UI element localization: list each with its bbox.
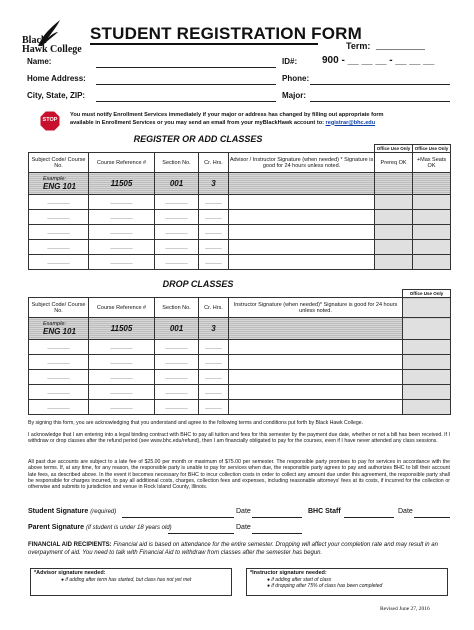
register-blank-cell[interactable]: ________ bbox=[29, 195, 89, 210]
drop-blank-cell[interactable]: ________ bbox=[155, 370, 199, 385]
drop-example-row bbox=[29, 318, 451, 340]
drop-blank-cell[interactable]: ________ bbox=[89, 385, 155, 400]
register-example-section: 001 bbox=[155, 173, 199, 195]
register-blank-cell[interactable]: ________ bbox=[155, 195, 199, 210]
terms-p1: By signing this form, you are acknowledging that you understand and agree to the following terms and conditions put forth by Black Hawk College. bbox=[28, 420, 364, 426]
home-address-field[interactable] bbox=[96, 84, 276, 85]
instructor-footnote-item2-text: if dropping after 75% of class has been completed bbox=[271, 583, 383, 589]
date1-label: Date bbox=[236, 508, 251, 515]
logo-line2: Hawk College bbox=[22, 44, 82, 55]
notice-text bbox=[70, 112, 450, 127]
drop-blank-cell[interactable]: ________ bbox=[29, 370, 89, 385]
register-office-cell bbox=[413, 225, 451, 240]
name-field[interactable] bbox=[96, 67, 276, 68]
notice-line1: You must notify Enrollment Services immediately if your major or address has changed by filling out appropriate form bbox=[70, 112, 384, 118]
term-label: Term: bbox=[346, 41, 371, 51]
drop-col-hours: Cr. Hrs. bbox=[199, 298, 229, 318]
date1-field[interactable] bbox=[252, 517, 302, 518]
drop-signature-cell[interactable] bbox=[229, 385, 403, 400]
table-row[interactable] bbox=[29, 355, 451, 370]
registrar-email-link[interactable]: registrar@bhc.edu bbox=[325, 119, 376, 126]
register-office-use-1: Office Use Only bbox=[375, 145, 413, 153]
register-blank-cell[interactable]: ________ bbox=[29, 210, 89, 225]
register-col-max: +Max Seats OK bbox=[413, 153, 451, 173]
register-example-label: Example: bbox=[43, 176, 66, 182]
drop-heading: DROP CLASSES bbox=[162, 279, 234, 289]
table-row[interactable] bbox=[29, 400, 451, 415]
register-blank-cell[interactable]: ________ bbox=[29, 255, 89, 270]
name-label: Name: bbox=[27, 57, 52, 66]
drop-signature-cell[interactable] bbox=[229, 370, 403, 385]
register-blank-cell[interactable]: ________ bbox=[89, 195, 155, 210]
drop-blank-cell[interactable]: ________ bbox=[29, 385, 89, 400]
drop-signature-cell[interactable] bbox=[229, 355, 403, 370]
date3-label: Date bbox=[236, 524, 251, 531]
drop-col-section: Section No. bbox=[155, 298, 199, 318]
phone-label: Phone: bbox=[282, 74, 310, 83]
drop-blank-cell[interactable]: ________ bbox=[89, 355, 155, 370]
register-table bbox=[28, 144, 450, 271]
register-blank-cell[interactable]: ________ bbox=[29, 240, 89, 255]
notice-line2: available in Enrollment Services or you may send an email from your myBlackHawk account to: bbox=[70, 119, 324, 126]
register-col-subject: Subject Code/ Course No. bbox=[29, 153, 89, 173]
register-blank-cell[interactable]: ________ bbox=[155, 240, 199, 255]
parent-signature-label bbox=[28, 524, 172, 531]
drop-office-cell bbox=[403, 340, 451, 355]
register-blank-cell[interactable]: ________ bbox=[89, 225, 155, 240]
drop-blank-cell[interactable]: ______ bbox=[199, 340, 229, 355]
register-col-reference: Course Reference # bbox=[89, 153, 155, 173]
college-logo bbox=[22, 22, 82, 55]
register-office-cell bbox=[413, 210, 451, 225]
register-blank-cell[interactable]: ________ bbox=[29, 225, 89, 240]
register-blank-cell[interactable]: ________ bbox=[89, 240, 155, 255]
register-blank-cell[interactable]: ______ bbox=[199, 240, 229, 255]
register-blank-cell[interactable]: ________ bbox=[155, 210, 199, 225]
home-address-label: Home Address: bbox=[27, 74, 86, 83]
drop-blank-cell[interactable]: ________ bbox=[89, 370, 155, 385]
register-office-cell bbox=[375, 195, 413, 210]
drop-example-ref: 11505 bbox=[89, 318, 155, 340]
register-example-hours: 3 bbox=[199, 173, 229, 195]
drop-office-use: Office Use Only bbox=[403, 290, 451, 298]
financial-aid-text: Financial aid is based on attendance for the entire semester. Dropping will affect your completion rate and may result in an overpayment of aid. You need to talk with Financial Aid to withdraw from classes after the semester has begun. bbox=[28, 542, 438, 556]
drop-col-subject: Subject Code/ Course No. bbox=[29, 298, 89, 318]
drop-office-cell bbox=[403, 385, 451, 400]
page-title: STUDENT REGISTRATION FORM bbox=[90, 24, 362, 43]
register-office-cell bbox=[375, 255, 413, 270]
table-row[interactable] bbox=[29, 225, 451, 240]
register-blank-cell[interactable]: ________ bbox=[155, 255, 199, 270]
drop-office-cell bbox=[403, 370, 451, 385]
parent-signature-field[interactable] bbox=[168, 533, 234, 534]
major-label: Major: bbox=[282, 91, 306, 100]
student-signature-label bbox=[28, 508, 116, 515]
terms-p3: All past due accounts are subject to a late fee of $25.00 per month or maximum of $75.00 per semester. The responsible party promises to pay for services in accordance with the above terms. If, at any time, for any reason, the responsible party is unable to pay for services when due, the responsible party agrees to pay and authorizes BHC to bill their account late fees, as described above. In the event it becomes necessary for BHC to incur collection costs in order to collect any amount due under this agreement, the responsible party shall be responsible for charges incurred, to pay all additional costs, charges, collection fees and expenses, including reasonable attorneys' fees at its costs, if incurred for the collection or otherwise and submits to jurisdiction and venue in Rock Island County, Illinois. bbox=[28, 459, 450, 491]
drop-example-hours: 3 bbox=[199, 318, 229, 340]
register-office-cell bbox=[413, 240, 451, 255]
table-row[interactable] bbox=[29, 385, 451, 400]
register-example-ref: 11505 bbox=[89, 173, 155, 195]
register-office-cell bbox=[375, 240, 413, 255]
drop-table bbox=[28, 289, 450, 415]
register-blank-cell[interactable]: ______ bbox=[199, 255, 229, 270]
table-row[interactable] bbox=[29, 195, 451, 210]
drop-office-cell bbox=[403, 400, 451, 415]
drop-col-signature: Instructor Signature (when needed)* Signature is good for 24 hours unless noted. bbox=[229, 298, 403, 318]
drop-blank-cell[interactable]: ________ bbox=[89, 400, 155, 415]
register-blank-cell[interactable]: ______ bbox=[199, 195, 229, 210]
bhc-staff-label: BHC Staff bbox=[308, 508, 341, 515]
register-heading: REGISTER OR ADD CLASSES bbox=[133, 134, 263, 144]
table-row[interactable] bbox=[29, 255, 451, 270]
id-label: ID#: bbox=[282, 57, 298, 66]
register-signature-cell[interactable] bbox=[229, 255, 375, 270]
register-blank-cell[interactable]: ______ bbox=[199, 225, 229, 240]
register-col-hours: Cr. Hrs. bbox=[199, 153, 229, 173]
register-signature-cell[interactable] bbox=[229, 225, 375, 240]
table-row[interactable] bbox=[29, 210, 451, 225]
drop-example-label: Example: bbox=[43, 321, 66, 327]
register-signature-cell[interactable] bbox=[229, 240, 375, 255]
advisor-footnote-box bbox=[30, 568, 232, 596]
register-blank-cell[interactable]: ________ bbox=[89, 255, 155, 270]
instructor-footnote-item2: ● if dropping after 75% of class has been completed bbox=[267, 583, 383, 589]
instructor-footnote-item1: ● if adding after start of class bbox=[267, 577, 332, 583]
instructor-footnote-item1-text: if adding after start of class bbox=[271, 577, 332, 583]
date2-field[interactable] bbox=[414, 517, 450, 518]
drop-blank-cell[interactable]: ______ bbox=[199, 385, 229, 400]
register-blank-cell[interactable]: ________ bbox=[89, 210, 155, 225]
drop-blank-cell[interactable]: ______ bbox=[199, 400, 229, 415]
drop-office-cell bbox=[403, 355, 451, 370]
instructor-footnote-box bbox=[246, 568, 448, 596]
instructor-footnote-title: *Instructor signature needed: bbox=[250, 570, 327, 576]
city-label: City, State, ZIP: bbox=[27, 91, 86, 100]
advisor-footnote-title: *Advisor signature needed: bbox=[34, 570, 106, 576]
drop-blank-cell[interactable]: ________ bbox=[155, 340, 199, 355]
register-example-course: ENG 101 bbox=[43, 182, 76, 191]
drop-blank-cell[interactable]: ________ bbox=[155, 385, 199, 400]
register-col-section: Section No. bbox=[155, 153, 199, 173]
financial-aid-label: FINANCIAL AID RECIPIENTS: bbox=[28, 542, 112, 548]
id-field[interactable]: 900 - __ __ __ - __ __ __ bbox=[322, 55, 435, 66]
term-field[interactable]: ___________ bbox=[376, 41, 425, 50]
table-row[interactable] bbox=[29, 240, 451, 255]
drop-blank-cell[interactable]: ________ bbox=[155, 400, 199, 415]
date3-field[interactable] bbox=[252, 533, 302, 534]
drop-signature-cell[interactable] bbox=[229, 340, 403, 355]
date2-label: Date bbox=[398, 508, 413, 515]
student-signature-text: Student Signature bbox=[28, 508, 89, 515]
drop-blank-cell[interactable]: ________ bbox=[29, 400, 89, 415]
student-signature-field[interactable] bbox=[122, 517, 234, 518]
register-office-cell bbox=[375, 210, 413, 225]
financial-aid-notice bbox=[28, 541, 450, 557]
city-field[interactable] bbox=[96, 101, 276, 102]
phone-field[interactable] bbox=[310, 84, 450, 85]
terms-p2: I acknowledge that I am entering into a legal binding contract with BHC to pay all tuition and fees for this semester by the payment due date, whether or not a bill has been received. If I withdraw or drop classes after the refund period (see www.bhc.edu/refund), then I am financially obligated to pay for the courses, even if I have never attended any class sessions. bbox=[28, 432, 450, 445]
drop-col-reference: Course Reference # bbox=[89, 298, 155, 318]
drop-blank-cell[interactable]: ________ bbox=[29, 340, 89, 355]
register-office-cell bbox=[413, 255, 451, 270]
table-row[interactable] bbox=[29, 340, 451, 355]
table-row[interactable] bbox=[29, 370, 451, 385]
parent-signature-text: Parent Signature bbox=[28, 524, 85, 531]
title-underline bbox=[90, 43, 318, 45]
student-signature-required: (required) bbox=[90, 509, 117, 515]
advisor-footnote-item-text: if adding after term has started, but class has not yet met bbox=[65, 577, 192, 583]
register-office-cell bbox=[375, 225, 413, 240]
bhc-staff-field[interactable] bbox=[344, 517, 394, 518]
register-blank-cell[interactable]: ________ bbox=[155, 225, 199, 240]
parent-signature-note: (if student is under 18 years old) bbox=[85, 525, 172, 531]
register-blank-cell[interactable]: ______ bbox=[199, 210, 229, 225]
drop-blank-cell[interactable]: ______ bbox=[199, 355, 229, 370]
drop-blank-cell[interactable]: ________ bbox=[89, 340, 155, 355]
drop-blank-cell[interactable]: ________ bbox=[29, 355, 89, 370]
advisor-footnote-item: ● if adding after term has started, but class has not yet met bbox=[61, 577, 192, 583]
register-col-signature: Advisor / Instructor Signature (when needed) * Signature is good for 24 hours unless noted. bbox=[229, 153, 375, 173]
register-signature-cell[interactable] bbox=[229, 195, 375, 210]
register-col-prereq: Prereq OK bbox=[375, 153, 413, 173]
drop-blank-cell[interactable]: ______ bbox=[199, 370, 229, 385]
major-field[interactable] bbox=[310, 101, 450, 102]
register-office-use-2: Office Use Only bbox=[413, 145, 451, 153]
register-office-cell bbox=[413, 195, 451, 210]
register-signature-cell[interactable] bbox=[229, 210, 375, 225]
stop-sign-icon bbox=[39, 110, 61, 132]
stop-text: STOP bbox=[42, 117, 58, 123]
drop-blank-cell[interactable]: ________ bbox=[155, 355, 199, 370]
drop-signature-cell[interactable] bbox=[229, 400, 403, 415]
logo-line1: Black bbox=[22, 35, 47, 46]
drop-example-section: 001 bbox=[155, 318, 199, 340]
revised-date: Revised June 27, 2016 bbox=[380, 606, 430, 612]
register-example-row bbox=[29, 173, 451, 195]
drop-example-course: ENG 101 bbox=[43, 327, 76, 336]
